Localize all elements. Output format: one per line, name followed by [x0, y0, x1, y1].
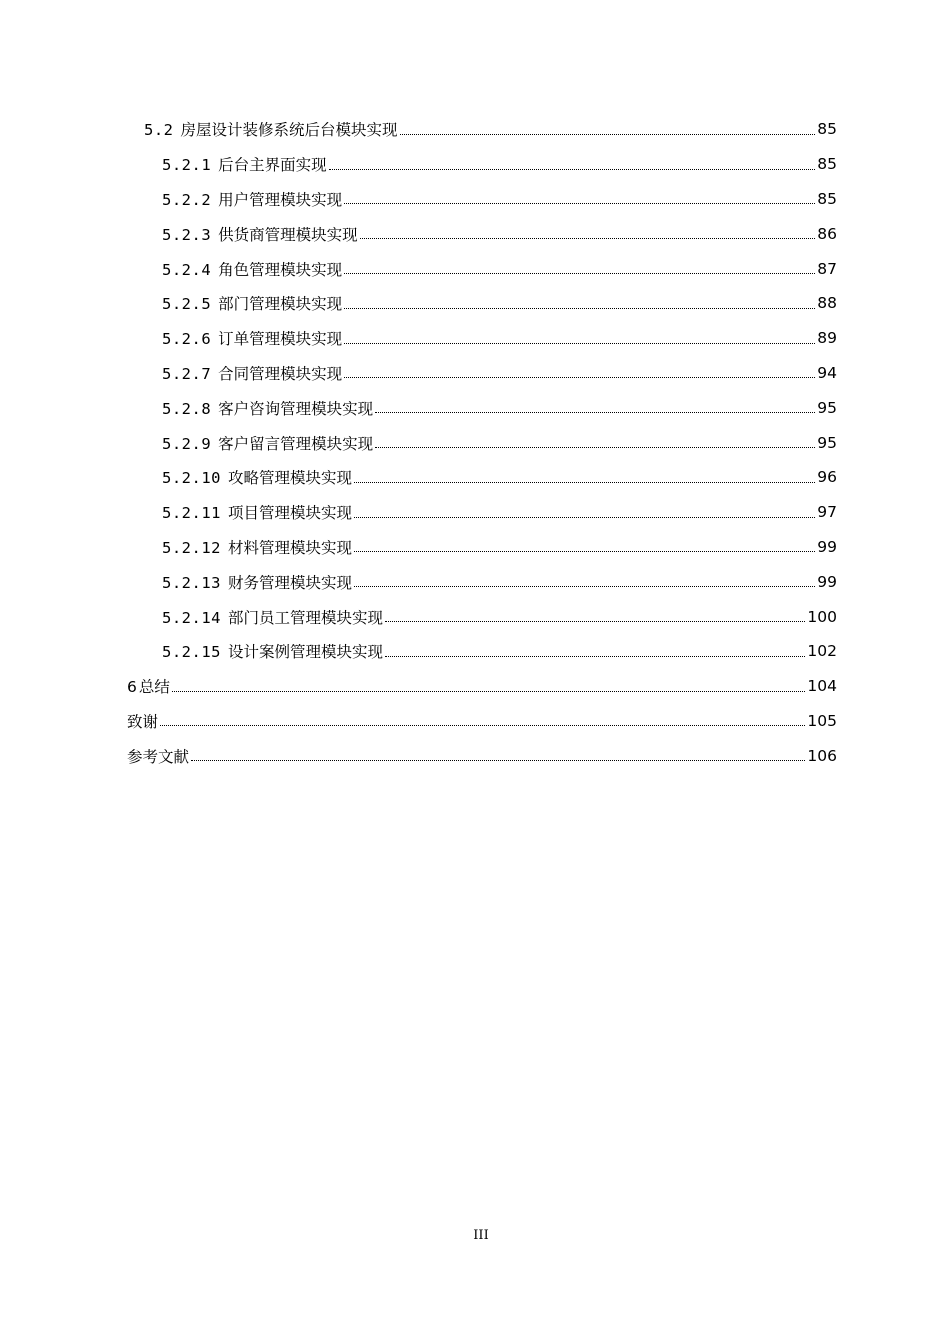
- toc-entry-title: 合同管理模块实现: [218, 364, 343, 383]
- toc-entry[interactable]: [127, 599, 837, 634]
- dot-leader: [344, 343, 815, 344]
- toc-entry-label: [162, 397, 373, 419]
- toc-entry-number: 5.2.13: [162, 573, 221, 592]
- toc-entry[interactable]: [127, 251, 837, 286]
- toc-entry[interactable]: [127, 704, 837, 739]
- toc-entry-title: 项目管理模块实现: [228, 504, 353, 523]
- toc-entry-label: [162, 571, 352, 593]
- toc-entry-page: 95: [817, 433, 837, 452]
- toc-entry-page: 95: [817, 398, 837, 417]
- toc-entry-title: 角色管理模块实现: [218, 260, 343, 279]
- toc-entry-page: 87: [817, 259, 837, 278]
- toc-entry-number: 5.2.6: [162, 330, 212, 349]
- dot-leader: [329, 169, 816, 170]
- toc-entry[interactable]: [127, 147, 837, 182]
- toc-entry-page: 85: [817, 120, 837, 139]
- toc-entry-page: 104: [807, 677, 837, 696]
- toc-entry-label: [162, 258, 342, 280]
- toc-entry-page: 106: [807, 746, 837, 765]
- dot-leader: [354, 586, 815, 587]
- toc-entry-page: 96: [817, 468, 837, 487]
- toc-entry-title: 客户留言管理模块实现: [218, 434, 374, 453]
- dot-leader: [160, 725, 805, 726]
- dot-leader: [375, 412, 815, 413]
- toc-entry-page: 97: [817, 503, 837, 522]
- table-of-contents: [127, 112, 837, 773]
- toc-entry[interactable]: [127, 460, 837, 495]
- toc-entry-page: 100: [807, 607, 837, 626]
- dot-leader: [344, 203, 815, 204]
- page-number: III: [473, 1228, 489, 1243]
- toc-entry-label: [162, 536, 352, 558]
- toc-entry[interactable]: [127, 112, 837, 147]
- toc-entry-title: 客户咨询管理模块实现: [218, 399, 374, 418]
- toc-entry-number: 5.2.14: [162, 608, 221, 627]
- toc-entry-number: 5.2.1: [162, 156, 212, 175]
- toc-entry-number: 5.2.12: [162, 538, 221, 557]
- dot-leader: [360, 238, 816, 239]
- toc-entry-title: 后台主界面实现: [218, 156, 327, 175]
- dot-leader: [344, 377, 815, 378]
- toc-entry-title: 部门管理模块实现: [218, 295, 343, 314]
- toc-entry-number: 5.2.2: [162, 190, 212, 209]
- toc-entry[interactable]: [127, 216, 837, 251]
- toc-entry-label: [162, 606, 383, 628]
- dot-leader: [344, 273, 815, 274]
- toc-entry[interactable]: [127, 564, 837, 599]
- toc-entry-label: [162, 432, 373, 454]
- toc-entry-label: [127, 745, 189, 767]
- toc-entry[interactable]: [127, 425, 837, 460]
- toc-entry-page: 94: [817, 363, 837, 382]
- toc-entry-title: 供货商管理模块实现: [218, 225, 358, 244]
- dot-leader: [385, 656, 805, 657]
- toc-entry-number: 5.2.4: [162, 260, 212, 279]
- toc-entry-title: 总结: [138, 678, 170, 697]
- toc-entry-title: 用户管理模块实现: [218, 190, 343, 209]
- toc-entry-number: 5.2.5: [162, 295, 212, 314]
- dot-leader: [354, 482, 815, 483]
- toc-entry[interactable]: [127, 286, 837, 321]
- toc-entry-label: [162, 362, 342, 384]
- toc-entry-label: [162, 223, 358, 245]
- dot-leader: [354, 517, 815, 518]
- toc-entry-page: 105: [807, 711, 837, 730]
- dot-leader: [375, 447, 815, 448]
- toc-entry-title: 部门员工管理模块实现: [228, 608, 384, 627]
- toc-entry[interactable]: [127, 390, 837, 425]
- toc-entry-label: [127, 675, 170, 697]
- toc-entry-number: 5.2.9: [162, 434, 212, 453]
- toc-entry-label: [162, 640, 383, 662]
- toc-entry-page: 88: [817, 294, 837, 313]
- toc-entry-number: 5.2.8: [162, 399, 212, 418]
- toc-entry-title: 材料管理模块实现: [228, 538, 353, 557]
- toc-entry[interactable]: [127, 634, 837, 669]
- toc-entry[interactable]: [127, 182, 837, 217]
- toc-entry-page: 99: [817, 572, 837, 591]
- toc-entry-page: 85: [817, 189, 837, 208]
- toc-entry-label: [144, 118, 398, 140]
- toc-entry-label: [127, 710, 158, 732]
- toc-entry[interactable]: [127, 669, 837, 704]
- toc-entry-title: 参考文献: [127, 747, 190, 766]
- toc-entry-number: 5.2.3: [162, 225, 212, 244]
- dot-leader: [354, 551, 815, 552]
- dot-leader: [191, 760, 805, 761]
- toc-entry-page: 89: [817, 329, 837, 348]
- toc-entry-label: [162, 466, 352, 488]
- toc-entry-label: [162, 501, 352, 523]
- toc-entry-page: 99: [817, 537, 837, 556]
- toc-entry-page: 102: [807, 642, 837, 661]
- toc-entry[interactable]: [127, 738, 837, 773]
- toc-entry-label: [162, 153, 327, 175]
- toc-entry[interactable]: [127, 495, 837, 530]
- toc-entry-label: [162, 188, 342, 210]
- toc-entry-number: 5.2.10: [162, 469, 221, 488]
- toc-entry[interactable]: [127, 530, 837, 565]
- dot-leader: [385, 621, 805, 622]
- toc-entry-page: 86: [817, 224, 837, 243]
- toc-entry[interactable]: [127, 356, 837, 391]
- toc-entry-title: 攻略管理模块实现: [228, 469, 353, 488]
- toc-entry-number: 5.2.15: [162, 643, 221, 662]
- dot-leader: [400, 134, 816, 135]
- toc-entry-number: 6: [127, 678, 137, 697]
- toc-entry-page: 85: [817, 155, 837, 174]
- toc-entry-title: 致谢: [127, 712, 159, 731]
- dot-leader: [172, 691, 806, 692]
- toc-entry-title: 订单管理模块实现: [218, 330, 343, 349]
- toc-entry-number: 5.2.11: [162, 504, 221, 523]
- toc-entry[interactable]: [127, 321, 837, 356]
- toc-entry-number: 5.2: [144, 121, 174, 140]
- toc-entry-title: 设计案例管理模块实现: [228, 643, 384, 662]
- toc-entry-label: [162, 292, 342, 314]
- toc-entry-number: 5.2.7: [162, 364, 212, 383]
- toc-entry-title: 房屋设计装修系统后台模块实现: [180, 121, 398, 140]
- toc-entry-label: [162, 327, 342, 349]
- dot-leader: [344, 308, 815, 309]
- toc-entry-title: 财务管理模块实现: [228, 573, 353, 592]
